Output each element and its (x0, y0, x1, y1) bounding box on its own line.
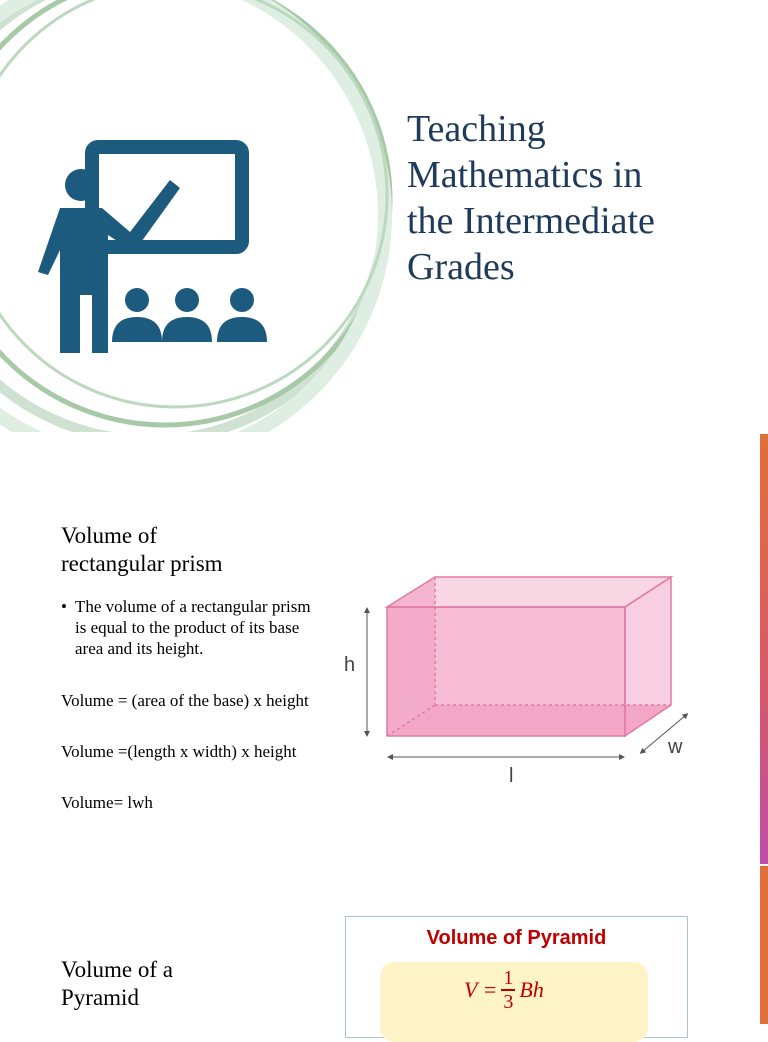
formula-lhs: V = (464, 976, 498, 1002)
bullet-item (61, 596, 321, 659)
slide-title (407, 106, 747, 290)
teacher-presentation-icon (20, 120, 300, 380)
length-label: l (509, 765, 514, 787)
title-line: Mathematics in (407, 154, 643, 196)
title-line: rectangular prism (61, 551, 223, 576)
width-label: w (668, 736, 683, 758)
title-slide (0, 0, 768, 432)
bullet-dot-icon: • (61, 597, 67, 616)
accent-bar (760, 866, 768, 1024)
fraction (501, 967, 515, 1013)
pyramid-formula (464, 967, 544, 1013)
formula-rhs: Bh (519, 976, 544, 1002)
rectangular-prism-diagram (330, 560, 710, 800)
pyramid-heading: Volume of Pyramid (426, 927, 607, 949)
title-line: the Intermediate (407, 200, 655, 242)
height-label: h (344, 654, 356, 676)
denominator: 3 (503, 990, 514, 1013)
pyramid-formula-box (345, 916, 688, 1038)
formula-line: Volume =(length x width) x height (61, 742, 297, 761)
title-line: Teaching (407, 108, 546, 150)
title-line: Pyramid (61, 985, 139, 1010)
prism-slide-title (61, 522, 223, 578)
title-line: Grades (407, 246, 515, 288)
accent-bar (760, 434, 768, 864)
bullet-text: The volume of a rectangular prism is equal to the product of its base area and its height. (75, 597, 311, 658)
formula-line: Volume = (area of the base) x height (61, 691, 309, 710)
title-line: Volume of a (61, 957, 174, 982)
numerator: 1 (503, 967, 514, 989)
pyramid-slide-title (61, 956, 173, 1012)
title-line: Volume of (61, 523, 158, 548)
formula-line: Volume= lwh (61, 793, 153, 812)
